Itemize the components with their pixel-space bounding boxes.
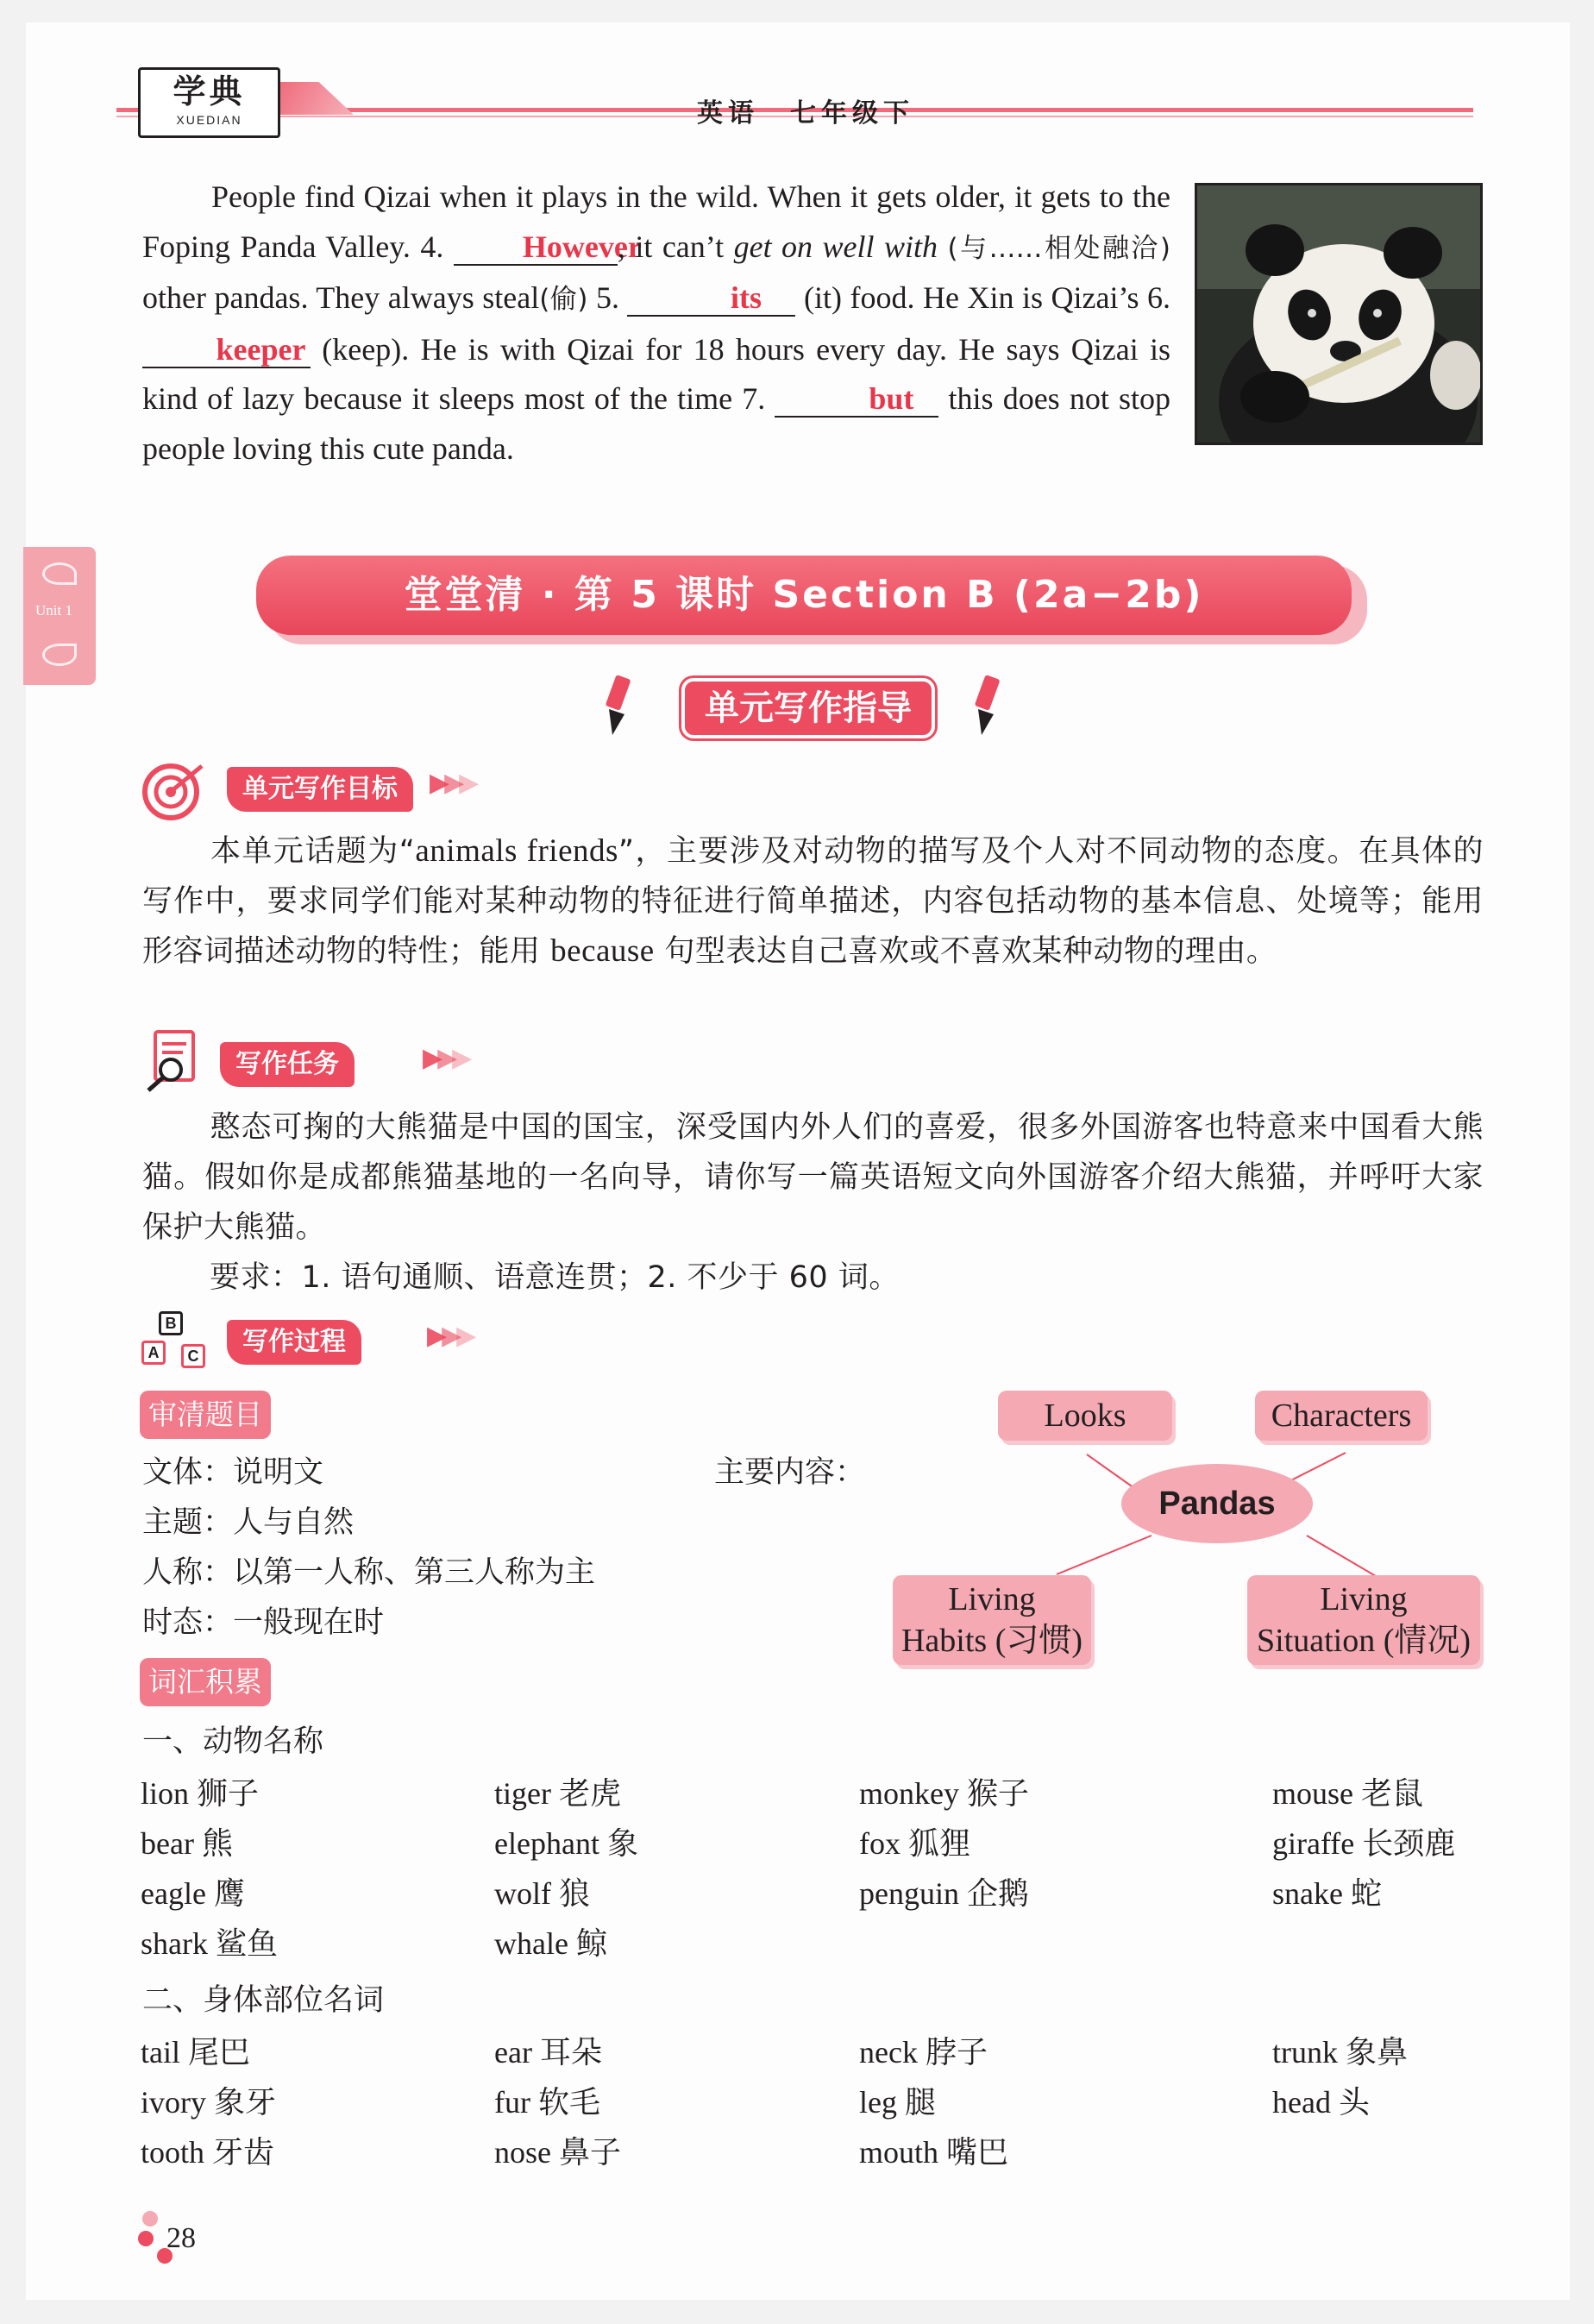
- writing-task-tag: 写作任务: [220, 1042, 355, 1087]
- vocab-column-2: [494, 1768, 638, 1969]
- vocab-item: tiger 老虎: [494, 1776, 621, 1811]
- body-parts-title: 二、身体部位名词: [142, 1983, 385, 2018]
- mindmap-center: Pandas: [1121, 1464, 1313, 1543]
- passage-text: 5.: [587, 280, 628, 315]
- writing-guide-title: 单元写作指导: [681, 678, 935, 738]
- vocab-item: neck 脖子: [859, 2035, 988, 2070]
- vocab-item: snake 蛇: [1272, 1876, 1382, 1911]
- living-habits-line1: Living: [948, 1581, 1036, 1617]
- target-icon: [140, 759, 209, 823]
- answer-blank-7: but: [775, 381, 938, 418]
- text-style: 文体：说明文: [142, 1455, 324, 1490]
- wing-ornament-icon: [42, 562, 77, 585]
- vocab-column-4: [1272, 1768, 1455, 1919]
- vocab-item: head 头: [1272, 2085, 1370, 2120]
- passage-text: , it can’t: [617, 229, 734, 264]
- writing-goal-tag: 单元写作目标: [227, 767, 413, 812]
- goal-text-2: ”，主要涉及对动物的描写及个人对不同动物的态度。在具体的写作中，要求同学们能对某种动物的特征进行简单描述，内容包括动物的基本信息、处境等；能用形容词描述动物的特性；能用: [142, 834, 1484, 969]
- body-column-3: [859, 2027, 1008, 2177]
- vocab-item: mouth 嘴巴: [859, 2135, 1009, 2170]
- animals-title: 一、动物名称: [142, 1724, 324, 1759]
- mindmap-characters: Characters: [1255, 1391, 1428, 1441]
- lesson-banner-title: 堂堂清 · 第 5 课时 Section B (2a−2b): [404, 573, 1204, 617]
- task-text: 憨态可掬的大熊猫是中国的国宝，深受国内外人们的喜爱，很多外国游客也特意来中国看大熊猫。假如你是成都熊猫基地的一名向导，请你写一篇英语短文向外国游客介绍大熊猫，并呼吁大家保护大熊猫。: [142, 1110, 1484, 1245]
- living-situation-line2: Situation (情况): [1256, 1623, 1472, 1659]
- publisher-logo: [138, 67, 280, 138]
- text-theme: 主题：人与自然: [142, 1505, 355, 1540]
- vocab-item: shark 鲨鱼: [141, 1926, 278, 1961]
- reading-passage: [142, 173, 1170, 474]
- passage-text: other pandas. They always steal: [142, 280, 540, 315]
- block-b: B: [159, 1311, 183, 1335]
- block-a: A: [141, 1341, 166, 1365]
- text-person: 人称：以第一人称、第三人称为主: [142, 1555, 596, 1590]
- vocab-item: bear 熊: [141, 1826, 233, 1861]
- text-tense: 时态：一般现在时: [142, 1605, 385, 1640]
- arrows-icon: ▶▶▶: [423, 1043, 468, 1073]
- unit-side-tab: [23, 547, 96, 685]
- vocabulary-tag: 词汇积累: [140, 1658, 271, 1706]
- passage-text: People find Qizai when it plays in the wild. When it gets older, it gets to the Foping Panda Valley. 4.: [142, 179, 1170, 264]
- logo-sub-text: XUEDIAN: [176, 113, 242, 127]
- passage-gloss: (与……相处融洽): [947, 232, 1170, 264]
- block-c: C: [181, 1344, 205, 1368]
- vocab-item: leg 腿: [859, 2085, 936, 2120]
- vocab-item: tail 尾巴: [141, 2035, 250, 2070]
- body-column-2: [494, 2027, 621, 2177]
- vocab-item: wolf 狼: [494, 1876, 590, 1911]
- vocab-item: trunk 象鼻: [1272, 2035, 1408, 2070]
- answer-blank-4: However: [454, 229, 618, 266]
- arrows-icon: ▶▶▶: [430, 768, 474, 798]
- passage-text: (keep). He is with Qizai for 18 hours every day. He says Qizai is kind of lazy because it sleeps most of the time 7.: [142, 331, 1170, 416]
- vocab-item: whale 鲸: [494, 1926, 607, 1961]
- vocab-item: elephant 象: [494, 1826, 638, 1861]
- goal-text-1: 本单元话题为“: [210, 834, 416, 869]
- vocab-item: monkey 猴子: [859, 1776, 1029, 1811]
- writing-goal-text: [142, 826, 1484, 977]
- passage-text: (it) food. He Xin is Qizai’s 6.: [795, 280, 1170, 315]
- mindmap-looks: Looks: [998, 1391, 1172, 1441]
- vocab-item: mouse 老鼠: [1272, 1776, 1423, 1811]
- vocab-item: nose 鼻子: [494, 2135, 621, 2170]
- writing-task-text: [142, 1102, 1484, 1253]
- panda-photo: [1195, 183, 1483, 445]
- review-question-tag: 审清题目: [140, 1391, 271, 1439]
- decor-dot: [138, 2231, 154, 2246]
- vocab-item: penguin 企鹅: [859, 1876, 1029, 1911]
- passage-text: this does not stop people loving this cute panda.: [142, 381, 1170, 466]
- vocab-column-1: [141, 1768, 278, 1969]
- living-habits-line2: Habits (习惯): [901, 1623, 1083, 1659]
- body-column-1: [141, 2027, 276, 2177]
- answer-blank-5: its: [627, 280, 795, 317]
- vocab-item: fox 狐狸: [859, 1826, 970, 1861]
- goal-keyword: because: [550, 933, 655, 969]
- vocab-item: fur 软毛: [494, 2085, 600, 2120]
- wing-ornament-icon: [42, 644, 77, 666]
- passage-phrase: get on well with: [733, 229, 938, 264]
- arrows-icon: ▶▶▶: [427, 1321, 472, 1351]
- body-column-4: [1272, 2027, 1408, 2127]
- vocab-item: eagle 鹰: [141, 1876, 245, 1911]
- mindmap-living-habits: [893, 1575, 1091, 1665]
- pen-icon: [604, 675, 633, 737]
- pen-icon: [973, 675, 1002, 737]
- document-search-icon: [140, 1028, 205, 1094]
- goal-text-3: 句型表达自己喜欢或不喜欢某种动物的理由。: [654, 934, 1277, 969]
- vocab-item: ivory 象牙: [141, 2085, 276, 2120]
- main-content-label: 主要内容：: [714, 1455, 866, 1490]
- vocab-item: giraffe 长颈鹿: [1272, 1826, 1456, 1861]
- vocab-item: ear 耳朵: [494, 2035, 602, 2070]
- decor-dot: [142, 2211, 158, 2227]
- goal-topic: animals friends: [415, 833, 618, 869]
- living-situation-line1: Living: [1320, 1581, 1408, 1617]
- abc-blocks-icon: [140, 1311, 217, 1372]
- mindmap-living-situation: [1247, 1575, 1480, 1665]
- writing-requirement: [142, 1253, 1484, 1303]
- requirement-text: 要求：1. 语句通顺、语意连贯；2. 不少于 60 词。: [210, 1260, 900, 1295]
- page-number: 28: [166, 2222, 196, 2254]
- vocab-column-3: [859, 1768, 1029, 1919]
- passage-gloss: (偷): [539, 284, 588, 315]
- header-title: 英语 七年级下: [697, 98, 914, 129]
- panda-illustration: [1197, 185, 1483, 445]
- writing-process-tag: 写作过程: [227, 1320, 361, 1365]
- answer-blank-6: keeper: [142, 332, 311, 368]
- lesson-banner: [256, 556, 1352, 635]
- vocab-item: tooth 牙齿: [141, 2135, 275, 2170]
- logo-main-text: 学典: [173, 72, 246, 110]
- unit-label: Unit 1: [35, 602, 72, 619]
- vocab-item: lion 狮子: [141, 1776, 260, 1811]
